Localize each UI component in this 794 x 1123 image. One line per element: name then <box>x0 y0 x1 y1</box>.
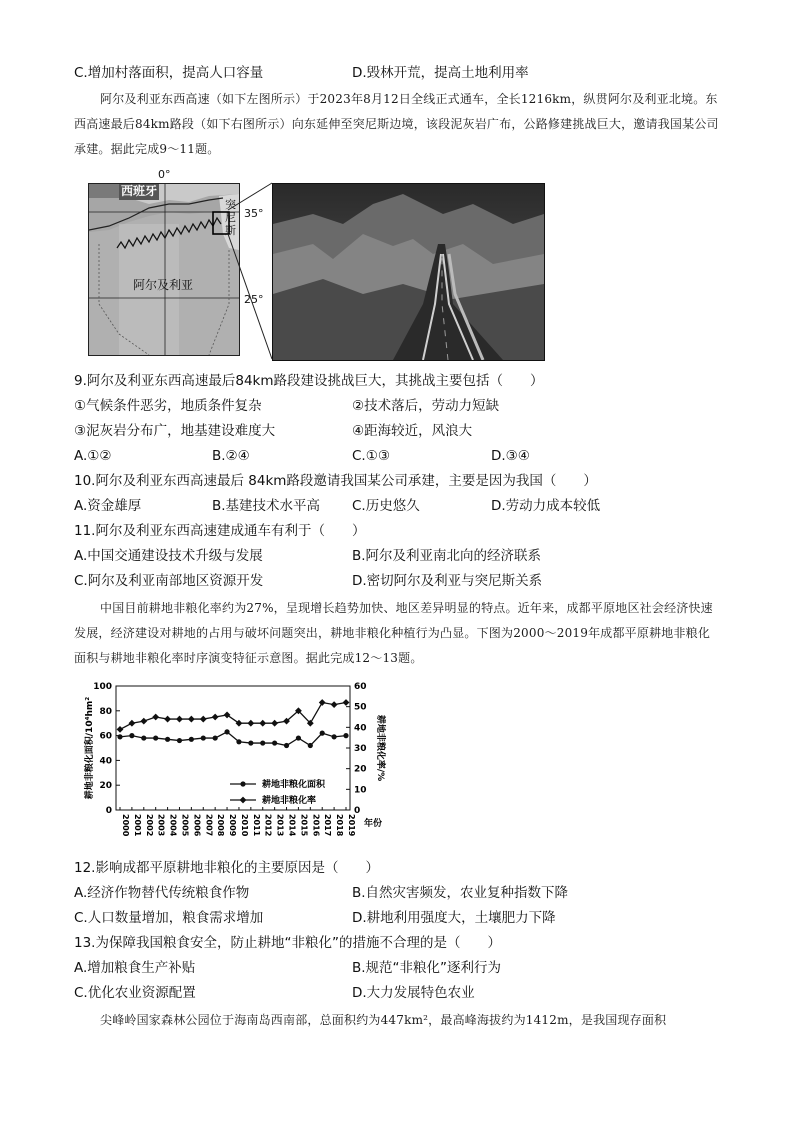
q11-option-d: D.密切阿尔及利亚与突尼斯关系 <box>352 573 543 589</box>
q9-option-d: D.③④ <box>491 448 530 464</box>
series-point-1 <box>164 716 171 723</box>
q11-option-c: C.阿尔及利亚南部地区资源开发 <box>74 573 264 589</box>
series-point-1 <box>319 699 326 706</box>
y-right-tick-label: 0 <box>354 806 361 816</box>
map-label-25deg: 25° <box>244 293 264 306</box>
legend-label-1: 耕地非粮化率 <box>262 796 317 806</box>
y-right-tick-label: 10 <box>354 785 367 796</box>
x-tick-label: 2011 <box>251 814 261 837</box>
series-point-0 <box>248 740 253 745</box>
x-tick-label: 2018 <box>335 814 345 837</box>
q13-stem: 13.为保障我国粮食安全，防止耕地“非粮化”的措施不合理的是（ ） <box>74 935 501 951</box>
y-right-tick-label: 20 <box>354 764 367 775</box>
x-tick-label: 2015 <box>299 814 309 837</box>
x-tick-label: 2016 <box>311 814 321 837</box>
series-point-0 <box>129 733 134 738</box>
series-point-0 <box>189 737 194 742</box>
intro-paragraph-farmland <box>74 596 720 671</box>
x-tick-label: 2000 <box>121 814 130 837</box>
x-tick-label: 2002 <box>144 814 154 837</box>
x-tick-label: 2013 <box>275 814 285 837</box>
series-point-0 <box>343 733 348 738</box>
q9-statement-3: ③泥灰岩分布广，地基建设难度大 <box>74 423 276 439</box>
q9-statement-2: ②技术落后，劳动力短缺 <box>352 398 500 414</box>
y-right-tick-label: 50 <box>354 702 367 713</box>
y-left-axis-title: 耕地非粮化面积/10⁴hm² <box>85 696 95 800</box>
farmland-chart <box>80 678 390 848</box>
series-point-0 <box>332 734 337 739</box>
series-point-1 <box>271 720 278 727</box>
series-point-0 <box>320 731 325 736</box>
x-tick-label: 2004 <box>168 814 178 837</box>
series-point-1 <box>343 699 350 706</box>
map-label-35deg: 35° <box>244 207 264 220</box>
legend-marker-0 <box>240 781 245 786</box>
q11-option-b: B.阿尔及利亚南北向的经济联系 <box>352 548 542 564</box>
highway-photo-svg <box>273 184 544 360</box>
x-tick-label: 2009 <box>228 814 238 837</box>
y-left-tick-label: 100 <box>93 682 112 692</box>
intro-text: 阿尔及利亚东西高速（如下左图所示）于2023年8月12日全线正式通车，全长1216km，纵贯阿尔及利亚北境。东西高速最后84km路段（如下右图所示）向东延伸至突尼斯边境，该段泥灰岩广布，公路修建挑战巨大，邀请我国某公司承建。据此完成9～11题。 <box>74 92 719 156</box>
q13-option-c: C.优化农业资源配置 <box>74 985 196 1001</box>
series-point-1 <box>128 720 135 727</box>
intro3-text: 尖峰岭国家森林公园位于海南岛西南部，总面积约为447km²，最高峰海拔约为1412m，是我国现存面积 <box>100 1013 667 1027</box>
q11-stem: 11.阿尔及利亚东西高速建成通车有利于（ ） <box>74 523 366 539</box>
x-tick-label: 2012 <box>263 814 273 837</box>
q9-stem: 9.阿尔及利亚东西高速最后84km路段建设挑战巨大，其挑战主要包括（ ） <box>74 373 544 389</box>
q9-option-c: C.①③ <box>352 448 390 464</box>
legend-label-0: 耕地非粮化面积 <box>262 780 326 790</box>
q9-option-a: A.①② <box>74 448 112 464</box>
series-point-0 <box>224 729 229 734</box>
y-right-tick-label: 30 <box>354 744 367 754</box>
x-axis-title: 年份 <box>364 819 383 829</box>
series-point-1 <box>140 718 147 725</box>
q10-option-d: D.劳动力成本较低 <box>491 498 601 514</box>
series-point-0 <box>284 743 289 748</box>
q9-statement-1: ①气候条件恶劣，地质条件复杂 <box>74 398 262 414</box>
q13-option-b: B.规范“非粮化”逐利行为 <box>352 960 502 976</box>
y-left-tick-label: 40 <box>99 756 112 767</box>
y-right-tick-label: 40 <box>354 723 367 734</box>
q12-option-d: D.耕地利用强度大，土壤肥力下降 <box>352 910 556 926</box>
intro-paragraph-forest <box>74 1008 720 1033</box>
x-tick-label: 2007 <box>204 814 214 837</box>
y-right-axis-title: 耕地非粮化率/% <box>375 714 385 782</box>
x-tick-label: 2006 <box>192 814 202 837</box>
q12-stem: 12.影响成都平原耕地非粮化的主要原因是（ ） <box>74 860 379 876</box>
map-label-spain: 西班牙 <box>121 184 158 198</box>
q10-option-c: C.历史悠久 <box>352 498 420 514</box>
y-left-tick-label: 60 <box>99 731 112 742</box>
q12-option-a: A.经济作物替代传统粮食作物 <box>74 885 250 901</box>
y-right-tick-label: 60 <box>354 682 367 692</box>
series-point-0 <box>296 735 301 740</box>
q8-option-d: D.毁林开荒，提高土地利用率 <box>352 65 529 81</box>
series-point-0 <box>165 737 170 742</box>
q10-option-a: A.资金雄厚 <box>74 498 142 514</box>
highway-photo <box>272 183 545 361</box>
series-point-1 <box>331 701 338 708</box>
series-point-0 <box>201 735 206 740</box>
x-tick-label: 2019 <box>347 814 356 837</box>
map-label-0deg: 0° <box>158 168 171 181</box>
x-tick-label: 2003 <box>156 814 166 837</box>
series-point-0 <box>141 735 146 740</box>
series-point-0 <box>213 735 218 740</box>
series-point-1 <box>176 716 183 723</box>
q12-option-c: C.人口数量增加，粮食需求增加 <box>74 910 264 926</box>
series-point-0 <box>117 734 122 739</box>
q13-option-d: D.大力发展特色农业 <box>352 985 475 1001</box>
series-point-1 <box>200 716 207 723</box>
q13-option-a: A.增加粮食生产补贴 <box>74 960 196 976</box>
series-point-1 <box>247 720 254 727</box>
series-point-1 <box>117 726 124 733</box>
q10-stem: 10.阿尔及利亚东西高速最后 84km路段邀请我国某公司承建，主要是因为我国（ ） <box>74 473 597 489</box>
plot-frame <box>116 686 350 810</box>
series-point-0 <box>153 735 158 740</box>
intro2-text: 中国目前耕地非粮化率约为27%，呈现增长趋势加快、地区差异明显的特点。近年来，成都平原地区社会经济快速发展，经济建设对耕地的占用与破坏问题突出，耕地非粮化种植行为凸显。下图为2000～2019年成都平原耕地非粮化面积与耕地非粮化率时序演变特征示意图。据此完成12～13题。 <box>74 601 713 665</box>
x-tick-label: 2010 <box>239 814 249 837</box>
series-point-1 <box>188 716 195 723</box>
y-left-tick-label: 80 <box>99 706 112 717</box>
series-point-1 <box>259 720 266 727</box>
x-tick-label: 2005 <box>180 814 190 837</box>
series-point-1 <box>212 714 219 721</box>
series-point-0 <box>272 740 277 745</box>
x-tick-label: 2014 <box>287 814 297 837</box>
y-left-tick-label: 0 <box>105 806 112 816</box>
y-left-tick-label: 20 <box>99 781 112 792</box>
map-label-algeria: 阿尔及利亚 <box>133 278 194 292</box>
q9-statement-4: ④距海较近，风浪大 <box>352 423 473 439</box>
q9-option-b: B.②④ <box>212 448 250 464</box>
legend-marker-1 <box>240 797 247 804</box>
x-tick-label: 2008 <box>216 814 226 837</box>
x-tick-label: 2001 <box>132 814 142 837</box>
x-tick-label: 2017 <box>323 814 333 837</box>
q10-option-b: B.基建技术水平高 <box>212 498 321 514</box>
series-point-0 <box>177 738 182 743</box>
q12-option-b: B.自然灾害频发，农业复种指数下降 <box>352 885 569 901</box>
map-label-tunisia: 突尼斯 <box>225 198 236 237</box>
q11-option-a: A.中国交通建设技术升级与发展 <box>74 548 263 564</box>
series-point-1 <box>152 714 159 721</box>
series-point-0 <box>236 739 241 744</box>
q8-option-c: C.增加村落面积，提高人口容量 <box>74 65 264 81</box>
series-point-0 <box>308 743 313 748</box>
series-point-0 <box>260 740 265 745</box>
